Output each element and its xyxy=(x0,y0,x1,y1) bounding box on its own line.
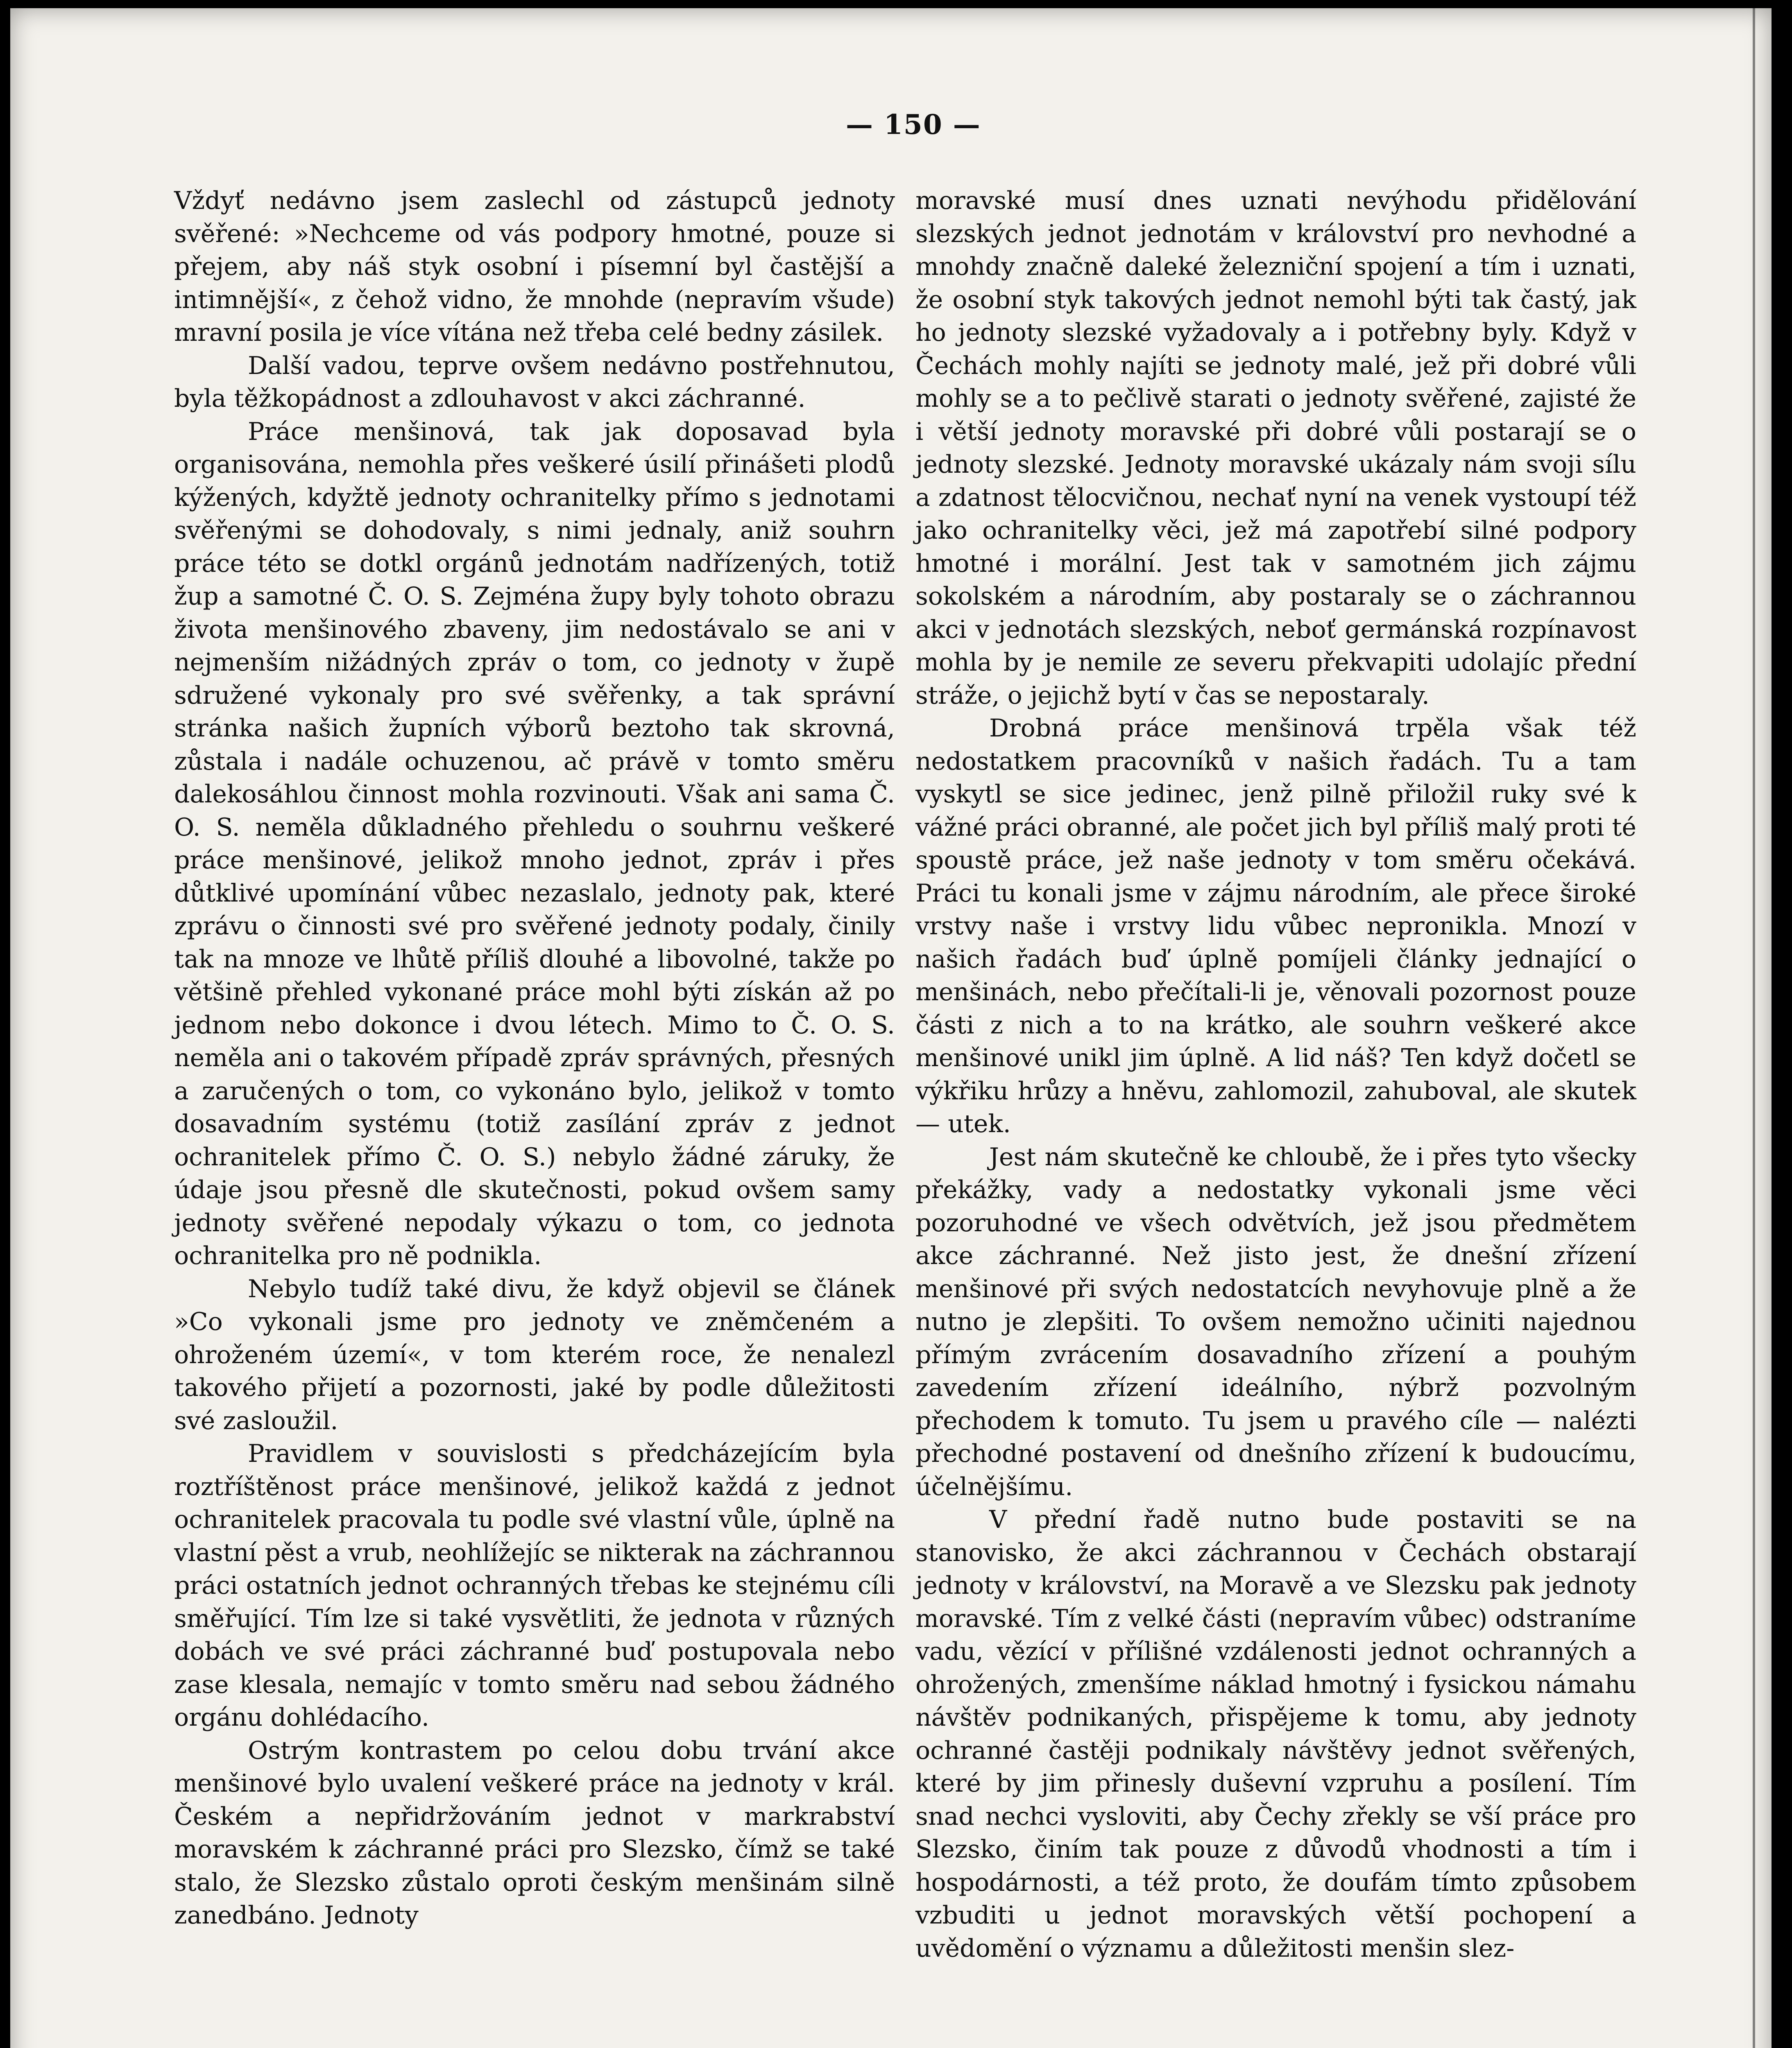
page-sheet xyxy=(10,8,1772,2048)
paragraph: Pravidlem v souvislosti s předcházejícím byla roztříštěnost práce menšinové, jelikož každá z jednot ochranitelek pracovala tu podle své vlastní vůle, úplně na vlastní pěst a vrub, neohlížejíc se nikterak na záchrannou práci ostatních jednot ochranných třebas ke stejnému cíli směřující. Tím lze si také vysvětliti, že jednota v různých dobách ve své práci záchranné buď postupovala nebo zase klesala, nemajíc v tomto směru nad sebou žádného orgánu dohlédacího. xyxy=(174,1439,895,1732)
right-column xyxy=(915,184,1636,1965)
paragraph: Práce menšinová, tak jak doposavad byla organisována, nemohla přes veškeré úsilí přinášeti plodů kýžených, kdyžtě jednoty ochranitelky přímo s jednotami svěřenými se dohodovaly, s nimi jednaly, aniž souhrn práce této se dotkl orgánů jednotám nadřízených, totiž žup a samotné Č. O. S. Zejména župy byly tohoto obrazu života menšinového zbaveny, jim nedostávalo se ani v nejmenším nižádných zpráv o tom, co jednoty v župě sdružené vykonaly pro své svěřenky, a tak správní stránka našich župních výborů beztoho tak skrovná, zůstala i nadále ochuzenou, ač právě v tomto směru dalekosáhlou činnost mohla rozvinouti. Však ani sama Č. O. S. neměla důkladného přehledu o souhrnu veškeré práce menšinové, jelikož mnoho jednot, zpráv i přes důtklivé upomínání vůbec nezaslalo, jednoty pak, které zprávu o činnosti své pro svěřené jednoty podaly, činily tak na mnoze ve lhůtě příliš dlouhé a libovolné, takže po většině přehled vykonané práce mohl býti získán až po jednom nebo dokonce i dvou létech. Mimo to Č. O. S. neměla ani o takovém případě zpráv správných, přesných a zaručených o tom, co vykonáno bylo, jelikož v tomto dosavadním systému (totiž zasílání zpráv z jednot ochranitelek přímo Č. O. S.) nebylo žádné záruky, že údaje jsou přesně dle skutečnosti, pokud ovšem samy jednoty svěřené nepodaly výkazu o tom, co jednota ochranitelka pro ně podnikla. xyxy=(174,417,895,1270)
paragraph: Drobná práce menšinová trpěla však též nedostatkem pracovníků v našich řadách. Tu a tam vyskytl se sice jedinec, jenž pilně přiložil ruky své k vážné práci obranné, ale počet jich byl příliš malý proti té spoustě práce, jež naše jednoty v tom směru očekává. Práci tu konali jsme v zájmu národním, ale přece široké vrstvy naše i vrstvy lidu vůbec nepronikla. Mnozí v našich řadách buď úplně pomíjeli články jednající o menšinách, nebo přečítali-li je, věnovali pozornost pouze části z nich a to na krátko, ale souhrn veškeré akce menšinové unikl jim úplně. A lid náš? Ten když dočetl se výkřiku hrůzy a hněvu, zahlomozil, zahuboval, ale skutek — utek. xyxy=(915,714,1636,1138)
paragraph: moravské musí dnes uznati nevýhodu přidělování slezských jednot jednotám v království pro nevhodné a mnohdy značně daleké železniční spojení a tím i uznati, že osobní styk takových jednot nemohl býti tak častý, jak ho jednoty slezské vyžadovaly a i potřebny byly. Když v Čechách mohly najíti se jednoty malé, jež při dobré vůli mohly se a to pečlivě starati o jednoty svěřené, zajisté že i větší jednoty moravské při dobré vůli postarají se o jednoty slezské. Jednoty moravské ukázaly nám svoji sílu a zdatnost tělocvičnou, nechať nyní na venek vystoupí též jako ochranitelky věci, jež má zapotřebí silné podpory hmotné i morální. Jest tak v samotném jich zájmu sokolském a národním, aby postaraly se o záchrannou akci v jednotách slezských, neboť germánská rozpínavost mohla by je nemile ze severu překvapiti udolajíc přední stráže, o jejichž bytí v čas se nepostaraly. xyxy=(915,186,1636,710)
paragraph: Další vadou, teprve ovšem nedávno postřehnutou, byla těžkopádnost a zdlouhavost v akci záchranné. xyxy=(174,351,895,413)
paragraph: V přední řadě nutno bude postaviti se na stanovisko, že akci záchrannou v Čechách obstarají jednoty v království, na Moravě a ve Slezsku pak jednoty moravské. Tím z velké části (nepravím vůbec) odstraníme vadu, vězící v přílišné vzdálenosti jednot ochranných a ohrožených, zmenšíme náklad hmotný i fysickou námahu návštěv podnikaných, přispějeme k tomu, aby jednoty ochranné častěji podnikaly návštěvy jednot svěřených, které by jim přinesly duševní vzpruhu a posílení. Tím snad nechci vysloviti, aby Čechy zřekly se vší práce pro Slezsko, činím tak pouze z důvodů vhodnosti a tím i hospodárnosti, a též proto, že doufám tímto způsobem vzbuditi u jednot moravských větší pochopení a uvědomění o významu a důležitosti menšin slez- xyxy=(915,1505,1636,1963)
page-number: — 150 — xyxy=(846,109,981,140)
paragraph: Ostrým kontrastem po celou dobu trvání akce menšinové bylo uvalení veškeré práce na jednoty v král. Českém a nepřidržováním jednot v markrabství moravském k záchranné práci pro Slezsko, čímž se také stalo, že Slezsko zůstalo oproti českým menšinám silně zanedbáno. Jednoty xyxy=(174,1736,895,1930)
page-edge-shadow xyxy=(1753,8,1755,2048)
paragraph: Jest nám skutečně ke chloubě, že i přes tyto všecky překážky, vady a nedostatky vykonali jsme věci pozoruhodné ve všech odvětvích, jež jsou předmětem akce záchranné. Než jisto jest, že dnešní zřízení menšinové při svých nedostatcích nevyhovuje plně a že nutno je zlepšiti. To ovšem nemožno učiniti najednou přímým zvrácením dosavadního zřízení a pouhým zavedením zřízení ideálního, nýbrž pozvolným přechodem k tomuto. Tu jsem u pravého cíle — nalézti přechodné postavení od dnešního zřízení k budoucímu, účelnějšímu. xyxy=(915,1142,1636,1501)
paragraph: Vždyť nedávno jsem zaslechl od zástupců jednoty svěřené: »Nechceme od vás podpory hmotné, pouze si přejem, aby náš styk osobní i písemní byl častější a intimnější«, z čehož vidno, že mnohde (nepravím všude) mravní posila je více vítána než třeba celé bedny zásilek. xyxy=(174,186,895,347)
paragraph: Nebylo tudíž také divu, že když objevil se článek »Co vykonali jsme pro jednoty ve zněmčeném a ohroženém území«, v tom kterém roce, že nenalezl takového přijetí a pozornosti, jaké by podle důležitosti své zasloužil. xyxy=(174,1274,895,1435)
left-column xyxy=(174,184,895,1932)
